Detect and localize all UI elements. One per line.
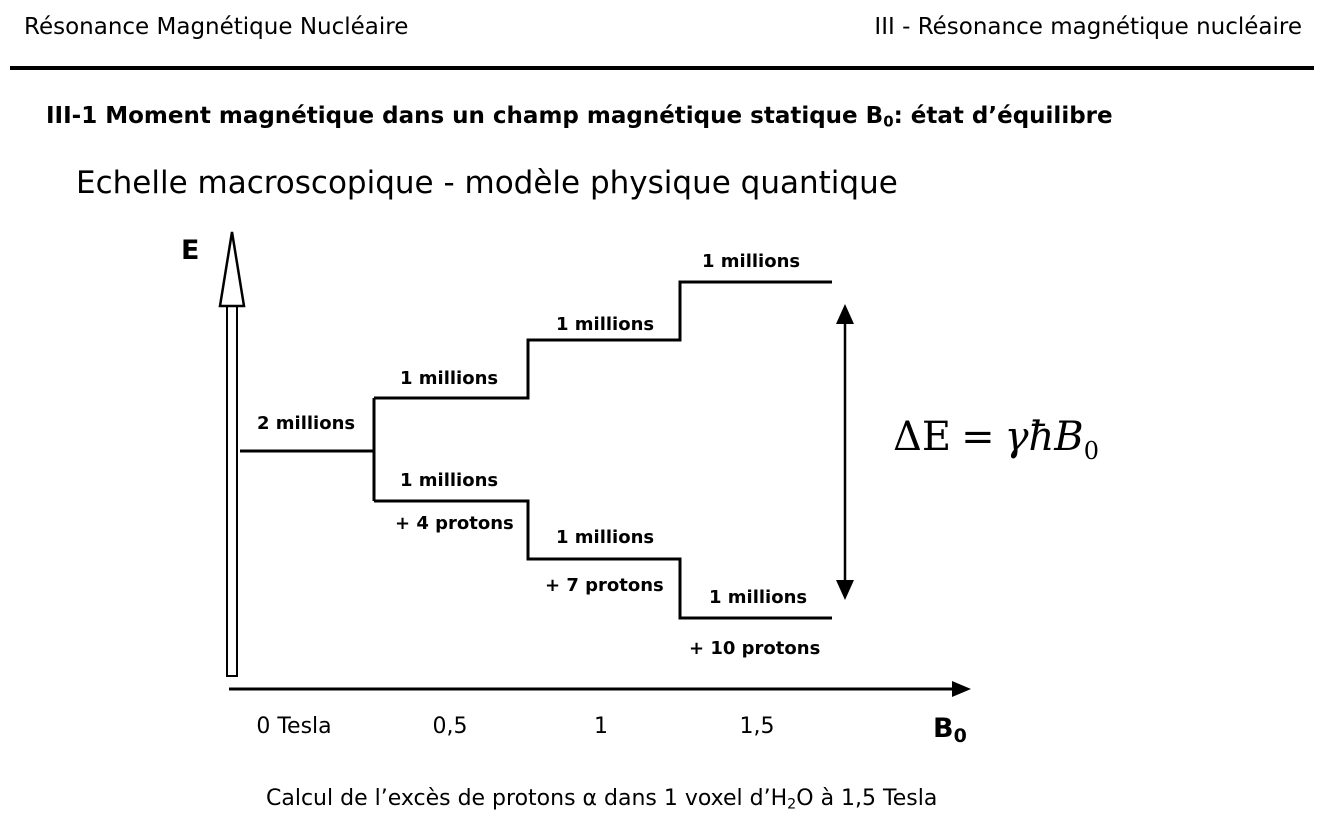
field-axis-arrow (229, 681, 971, 697)
header-right-title: III - Résonance magnétique nucléaire (874, 14, 1302, 40)
upper-level-count-2: 1 millions (556, 314, 655, 335)
footer-suffix: O à 1,5 Tesla (796, 786, 938, 811)
footer-text (266, 786, 937, 813)
section-title-text: III-1 Moment magnétique dans un champ magnétique statique B (46, 103, 884, 129)
energy-gap-arrow (836, 304, 854, 600)
tick-label-0: 0 Tesla (256, 714, 332, 739)
subtitle: Echelle macroscopique - modèle physique quantique (76, 165, 898, 201)
energy-axis-label: E (181, 235, 200, 266)
lower-level-count-2: 1 millions (556, 527, 655, 548)
energy-axis-arrow (220, 232, 244, 676)
tick-label-1: 0,5 (432, 714, 468, 739)
level-zero-count: 2 millions (257, 413, 356, 434)
lower-level-count-3: 1 millions (709, 587, 808, 608)
header-left-title: Résonance Magnétique Nucléaire (24, 14, 409, 40)
lower-level-excess-2: + 7 protons (545, 575, 664, 596)
upper-level-count-3: 1 millions (702, 251, 801, 272)
section-title-suffix: : état d’équilibre (893, 103, 1113, 129)
footer-prefix: Calcul de l’excès de protons α dans 1 voxel d’H (266, 786, 788, 811)
energy-gap-formula: ΔE = γħB$_0$ (893, 414, 1099, 465)
section-title-subscript: 0 (883, 112, 894, 131)
upper-level-count-1: 1 millions (400, 368, 499, 389)
lower-level-excess-3: + 10 protons (689, 638, 821, 659)
tick-label-3: 1,5 (739, 714, 775, 739)
tick-label-2: 1 (594, 714, 608, 739)
lower-level-count-1: 1 millions (400, 470, 499, 491)
footer-subscript: 2 (787, 796, 797, 813)
lower-level-excess-1: + 4 protons (395, 513, 514, 534)
field-axis-label: B0 (933, 713, 967, 747)
